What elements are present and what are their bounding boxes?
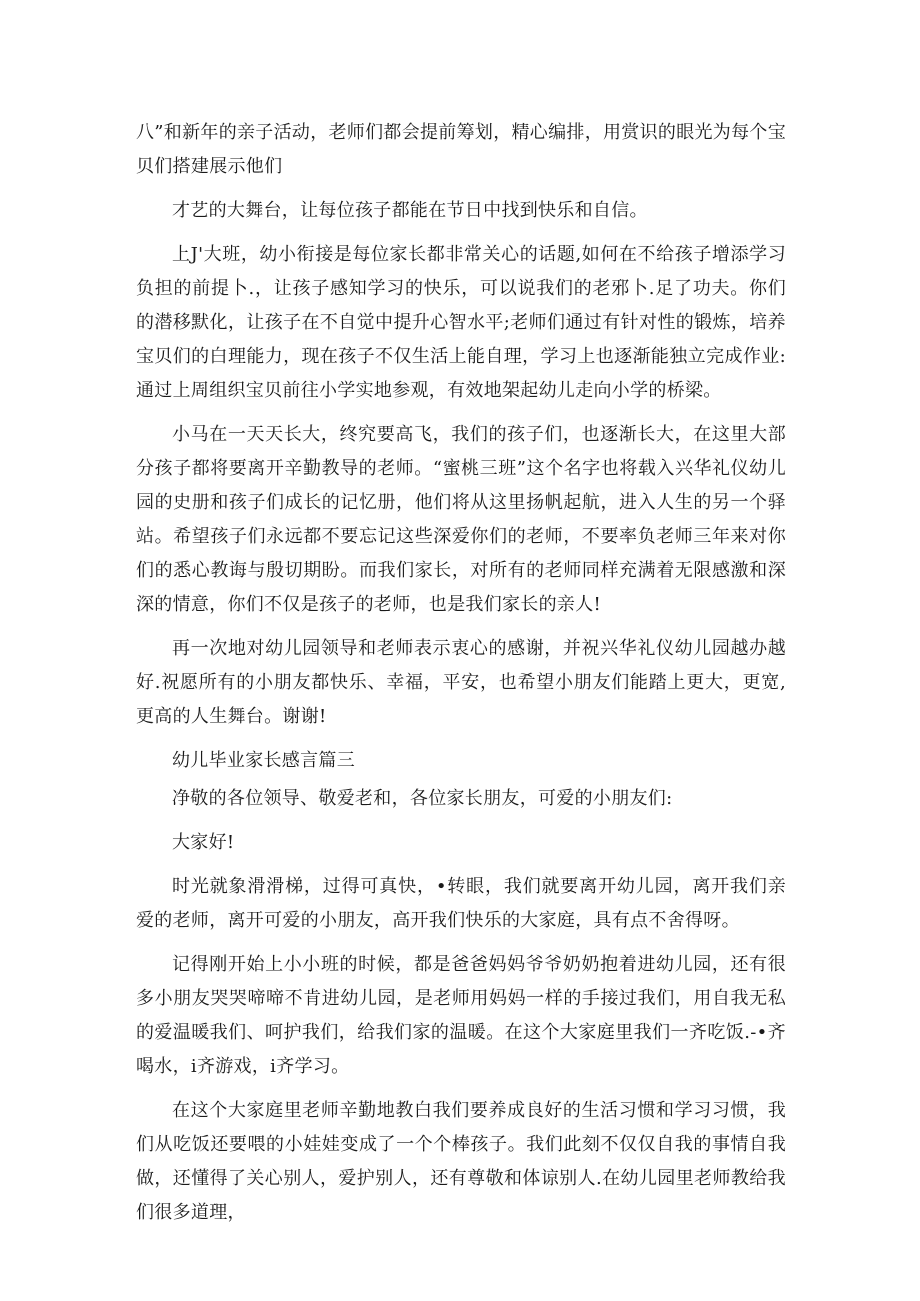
paragraph-memories: 记得刚开始上小小班的时候，都是爸爸妈妈爷爷奶奶抱着进幼儿园，还有很多小朋友哭哭啼啼不肯进幼儿园，是老师用妈妈一样的手接过我们，用自我无私的爱温暖我们、呵护我们，给我们家的温暖。在这个大家庭里我们一齐吃饭.-•齐喝水，i齐游戏，i齐学习。 [136, 954, 786, 1077]
paragraph-greeting: 大家好! [172, 832, 235, 853]
paragraph-time-flies: 时光就象滑滑梯，过得可真快，•转眼，我们就要离开幼儿园，离开我们亲爱的老师，离开可爱的小朋友，高开我们快乐的大家庭，具有点不舍得呀。 [136, 876, 786, 931]
paragraph-habits: 在这个大家庭里老师辛勤地教白我们要养成良好的生活习惯和学习习惯，我们从吃饭还要喂的小娃娃变成了一个个棒孩子。我们此刻不仅仅自我的事情自我做，还懂得了关心别人，爱护别人，还有尊敬和体谅别人.在幼儿园里老师教给我们很多道理， [136, 1100, 786, 1223]
paragraph-growing-up: 小马在一天天长大，终究要高飞，我们的孩子们，也逐渐长大，在这里大部分孩子都将要离开辛勤教导的老师。“蜜桃三班”这个名字也将载入兴华礼仪幼儿园的史册和孩子们成长的记忆册，他们将从这里扬帆起航，进入人生的另一个驿站。希望孩子们永远都不要忘记这些深爱你们的老师，不要率负老师三年来对你们的悉心教诲与殷切期盼。而我们家长，对所有的老师同样充满着无限感激和深深的情意，你们不仅是孩子的老师，也是我们家长的亲人! [136, 424, 786, 615]
paragraph-stage: 才艺的大舞台，让每位孩子都能在节日中找到快乐和自信。 [172, 200, 648, 221]
section-title: 幼儿毕业家长感言篇三 [172, 750, 355, 771]
paragraph-salutation: 净敬的各位领导、敬爱老和，各位家长朋友，可爱的小朋友们: [172, 788, 673, 809]
paragraph-thanks: 再一次地对幼儿园领导和老师表示衷心的感谢，并祝兴华礼仪幼儿园越办越好.祝愿所有的小朋友都快乐、幸福，平安，也希望小朋友们能踏上更大，更宽,更高的人生舞台。谢谢! [136, 638, 786, 727]
document-body [136, 116, 786, 1240]
paragraph-transition: 上J'大班，幼小衔接是每位家长都非常关心的话题,如何在不给孩子增添学习负担的前提卜.，让孩子感知学习的快乐，可以说我们的老邪卜.足了功夫。你们的潜移默化，让孩子在不自觉中提升心智水平;老师们通过有针对性的锻炼，培养宝贝们的白理能力，现在孩子不仅生活上能自理，学习上也逐渐能独立完成作业:通过上周组织宝贝前往小学实地参观，有效地架起幼儿走向小学的桥梁。 [136, 244, 786, 401]
paragraph-continued: 八”和新年的亲子活动，老师们都会提前筹划，精心编排，用赏识的眼光为每个宝贝们搭建展示他们 [136, 122, 786, 177]
